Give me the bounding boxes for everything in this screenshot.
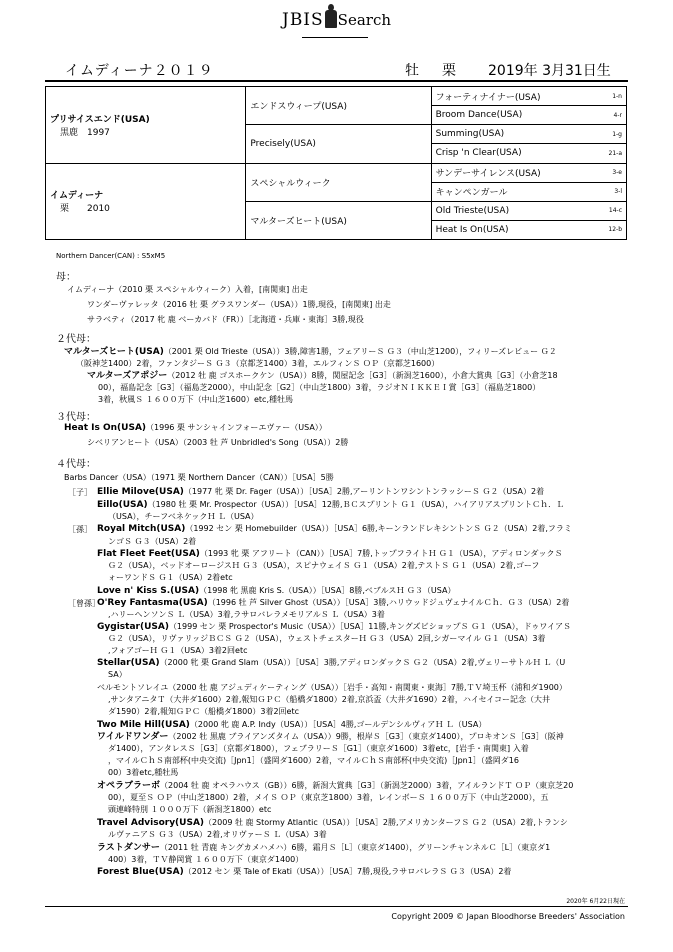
produce-record-line (64, 472, 334, 483)
record-text: ベルモントソレイユ（2000 牡 鹿 アジュディケーティング（USA））［岩手・高知・南関東・東海］7勝,ＴＶ埼玉杯（浦和ダ1900） (97, 683, 567, 692)
produce-record-line (108, 536, 196, 547)
footer-divider (45, 906, 628, 907)
horse-sex: 牡 (405, 63, 419, 79)
produce-record-line (97, 548, 562, 560)
produce-record-line (87, 437, 348, 448)
record-text: Barbs Dancer（USA）（1971 栗 Northern Dancer（CAN））［USA］5勝 (64, 473, 334, 482)
sd-dam-cell[interactable]: Crisp 'n Clear(USA) (431, 144, 602, 163)
produce-record-line (108, 854, 303, 865)
jbis-search-logo[interactable] (0, 10, 673, 30)
logo-jbis-text: JBIS (282, 10, 324, 30)
horse-name-link[interactable]: Gygistar(USA) (97, 622, 169, 632)
record-text: （2000 牝 鹿 A.P. Indy（USA））［USA］4勝,ゴールデンシルヴィアＨ Ｌ（USA） (189, 720, 487, 729)
horse-name-link[interactable]: マルターズアポジー (87, 371, 168, 381)
ss-dam-cell[interactable]: Broom Dance(USA) (431, 106, 602, 125)
produce-record-line (97, 719, 486, 731)
produce-record-line (108, 743, 529, 754)
produce-record-line (108, 804, 271, 815)
logo-underline (302, 37, 368, 38)
record-text: （2009 牡 鹿 Stormy Atlantic（USA））［USA］2勝,アメリカンターフＳ Ｇ２（USA）2着,トランシ (204, 818, 568, 827)
record-text: ルヴァニアＳ Ｇ３（USA）2着,オリヴァーＳ Ｌ（USA）3着 (108, 830, 327, 839)
section-dam: 母： (56, 272, 76, 283)
pedigree-table (45, 86, 627, 240)
record-text: （1996 牡 芦 Silver Ghost（USA））［USA］3勝,ハリウッドジュヴェナイルＣｈ．Ｇ３（USA）2着 (207, 598, 570, 607)
sd-dam-family: 21-a (602, 144, 627, 163)
record-text: （1977 牝 栗 Dr. Fager（USA））［USA］2勝,アーリントンワシントンラッシーＳ Ｇ２（USA）2着 (183, 487, 545, 496)
record-text: シベリアンヒート（USA）（2003 牡 芦 Unbridled's Song（USA））2勝 (87, 438, 349, 447)
produce-record-line (97, 780, 573, 792)
record-text: Ｇ２（USA），ベッドオーロージスＨ Ｇ３（USA），スピナウェイＳ Ｇ１（USA）2着,テストＳ Ｇ１（USA）2着,ゴーフ (108, 561, 540, 570)
horse-header (45, 56, 628, 82)
horse-name-link[interactable]: オペラブラーボ (97, 781, 161, 791)
horse-name-link[interactable]: ラストダンサー (97, 843, 160, 853)
ds-dam-cell[interactable]: キャンペンガール (431, 182, 602, 201)
produce-record-line (76, 358, 439, 369)
record-text: （1980 牡 栗 Mr. Prospector（USA））［USA］12勝,ＢＣスプリント Ｇ１（USA），ハイアリアスプリントＣｈ．Ｌ (147, 500, 565, 509)
record-text: （USA），チーフベネケックＨ Ｌ（USA） (108, 512, 259, 521)
produce-record-line (108, 511, 259, 522)
ss-sire-cell[interactable]: フォーティナイナー(USA) (431, 87, 602, 106)
horse-name-link[interactable]: Royal Mitch(USA) (97, 524, 186, 534)
horse-icon (325, 10, 337, 28)
sire-sire-cell[interactable]: エンドスウィープ(USA) (246, 87, 431, 125)
record-text: （1998 牝 黒鹿 Kris S.（USA））［USA］8勝,ベブルスＨ Ｇ３（USA） (199, 586, 456, 595)
horse-birthdate: 2019年 3月31日生 (488, 63, 611, 79)
produce-record-line (97, 866, 511, 878)
produce-record-line (87, 314, 364, 325)
ds-dam-family: 3-l (602, 182, 627, 201)
produce-record-line (97, 657, 565, 669)
produce-record-line (97, 682, 567, 693)
section-2nd-dam: ２代母： (56, 334, 96, 345)
produce-record-line (108, 633, 545, 644)
produce-record-line (108, 560, 539, 571)
produce-record-line (97, 499, 564, 511)
dam-sire-cell[interactable]: スペシャルウィーク (246, 163, 431, 201)
record-text: 3着，秋風Ｓ １６００万下（中山芝1600）etc,種牡馬 (98, 395, 293, 404)
section-3rd-dam: ３代母： (56, 412, 96, 423)
sire-detail: 黒鹿 1997 (60, 127, 110, 138)
record-text: （阪神芝1400）2着，ファンタジーＳ Ｇ３（京都芝1400）3着，エルフィンＳ ＯＰ（京都芝1600） (76, 359, 440, 368)
horse-name-link[interactable]: Forest Blue(USA) (97, 867, 184, 877)
inbreeding-note: Northern Dancer(CAN) : S5xM5 (56, 252, 166, 260)
horse-name-link[interactable]: Stellar(USA) (97, 658, 160, 668)
record-text: 頭連峰特別 １０００万下（新潟芝1800）etc (108, 805, 272, 814)
produce-record-line (108, 572, 233, 583)
tag-child: ［子］ (68, 488, 92, 497)
produce-record-line (108, 829, 327, 840)
record-text: ォーワンドＳ Ｇ１（USA）2着etc (108, 573, 233, 582)
horse-name-link[interactable]: Two Mile Hill(USA) (97, 720, 190, 730)
record-text: ンゴＳ Ｇ３（USA）2着 (108, 537, 197, 546)
record-text: （2001 栗 Old Trieste（USA））3勝,障害1勝，フェアリーＳ Ｇ３（中山芝1200），フィリーズレビュー Ｇ２ (163, 347, 557, 356)
horse-name-link[interactable]: Love n' Kiss S.(USA) (97, 586, 200, 596)
produce-record-line (108, 706, 299, 717)
record-text: （2004 牡 鹿 オペラハウス（GB））6勝，新潟大賞典［G3］（新潟芝2000）3着，アイルランドＴ ＯＰ（東京芝20 (160, 781, 574, 790)
record-text: 00），福島記念［G3］（福島芝2000），中山記念［G2］（中山芝1800）3着，ラジオＮＩＫＫＥＩ賞［G3］（福島芝1800） (98, 383, 541, 392)
record-text: （1996 栗 サンシャインフォーエヴァー（USA）） (146, 423, 327, 432)
produce-record-line (108, 755, 519, 766)
record-text: ,フォアゴーＨ Ｇ１（USA）3着2回etc (108, 646, 248, 655)
ds-sire-family: 3-e (602, 163, 627, 182)
record-text: （2000 牝 栗 Grand Slam（USA））［USA］3勝,アディロンダックＳ Ｇ２（USA）2着,ヴェリーサトルＨ Ｌ（U (159, 658, 566, 667)
produce-record-line (87, 299, 391, 310)
horse-name-link[interactable]: Heat Is On(USA) (64, 423, 147, 433)
horse-color: 栗 (442, 63, 456, 79)
dd-dam-family: 12-b (602, 220, 627, 239)
dam-dam-cell[interactable]: マルターズヒート(USA) (246, 201, 431, 239)
record-text: ,サンタアニタＴ（大井ダ1600）2着,報知ＧＰＣ（船橋ダ1800）2着,京浜盃（大井ダ1690）2着，ハイセイコー記念（大井 (108, 695, 551, 704)
horse-name-link[interactable]: ワイルドワンダー (97, 732, 169, 742)
sd-sire-family: 1-g (602, 125, 627, 144)
record-text: （2012 牡 鹿 ゴスホークケン（USA））8勝，関屋記念［G3］（新潟芝1600），小倉大賞典［G3］（小倉芝18 (167, 371, 558, 380)
record-text: （1999 セン 栗 Prospector's Music（USA））［USA］11勝,キングズビショップＳ Ｇ１（USA），ドゥワイアＳ (168, 622, 571, 631)
tag-grandchild: ［孫］ (68, 525, 92, 534)
produce-record-line (108, 645, 247, 656)
record-text: サラベティ（2017 牝 鹿 ベーカバド（FR））［北海道・兵庫・東海］3勝,現役 (87, 315, 364, 324)
record-text: Ｇ２（USA），リヴァリッジＢＣＳ Ｇ２（USA），ウェストチェスターＨ Ｇ３（USA）2回,シガーマイル Ｇ１（USA）3着 (108, 634, 546, 643)
horse-name-link[interactable]: Travel Advisory(USA) (97, 818, 205, 828)
produce-record-line (67, 284, 308, 295)
horse-name-link[interactable]: Ellie Milove(USA) (97, 487, 184, 497)
dam-detail: 栗 2010 (60, 204, 110, 215)
produce-record-line (108, 792, 549, 803)
record-text: （2011 牡 青鹿 キングカメハメハ）6勝，霜月Ｓ［L］（東京ダ1400），グリーンチャンネルＣ［L］（東京ダ1 (159, 843, 551, 852)
sire-name: プリサイスエンド(USA) (50, 114, 150, 125)
produce-record-line (97, 523, 572, 535)
record-text: 00）3着etc,種牡馬 (108, 768, 179, 777)
produce-record-line (98, 394, 293, 405)
record-text: （1992 セン 栗 Homebuilder（USA））［USA］6勝,キーンランドレキシントンＳ Ｇ２（USA）2着,フラミ (185, 524, 572, 533)
record-text: イムディーナ（2010 栗 スペシャルウィーク）入着，[南関東] 出走 (67, 285, 308, 294)
ds-sire-cell[interactable]: サンデーサイレンス(USA) (431, 163, 602, 182)
produce-record-line (64, 346, 557, 358)
horse-name-link[interactable]: O'Rey Fantasma(USA) (97, 598, 208, 608)
produce-record-line (64, 422, 327, 434)
as-of-date: 2020年 6月22日現在 (566, 898, 625, 905)
dam-name: イムディーナ (50, 191, 104, 202)
dd-sire-cell[interactable]: Old Trieste(USA) (431, 201, 602, 220)
record-text: ダ1400），アンタレスＳ［G3］（京都ダ1800），フェブラリーＳ［G1］（東京ダ1600）3着etc，[岩手・南関東] 入着 (108, 744, 529, 753)
record-text: （1993 牝 栗 アフリート（CAN））［USA］7勝,トップフライトＨ Ｇ１（USA），アディロンダックＳ (199, 549, 563, 558)
copyright-text: Copyright 2009 © Japan Bloodhorse Breeders' Association (391, 912, 625, 921)
record-text: ダ1590）2着,報知ＧＰＣ（船橋ダ1800）3着2回etc (108, 707, 299, 716)
logo-search-text: Search (337, 11, 391, 29)
horse-name: イムディーナ２０１９ (65, 63, 214, 79)
record-text: 00），夏至Ｓ ＯＰ（中山芝1800）2着，メイＳ ＯＰ（東京芝1800）3着，レインボーＳ １６００万下（中山芝2000），五 (108, 793, 549, 802)
dd-sire-family: 14-c (602, 201, 627, 220)
record-text: ，マイルＣｈＳ南部杯(中央交流)［Jpn1］（盛岡ダ1600）2着，マイルＣｈＳ南部杯(中央交流)［Jpn1］（盛岡ダ16 (108, 756, 519, 765)
dam-cell[interactable] (46, 163, 246, 240)
tag-great-grandchild: ［曾孫］ (68, 599, 100, 608)
horse-name-link[interactable]: マルターズヒート(USA) (64, 347, 164, 357)
produce-record-line (98, 382, 540, 393)
produce-record-line (108, 767, 178, 778)
produce-record-line (97, 731, 564, 743)
produce-record-line (108, 609, 385, 620)
sire-dam-cell[interactable]: Precisely(USA) (246, 125, 431, 163)
record-text: SA） (108, 670, 127, 679)
produce-record-line (97, 597, 569, 609)
record-text: （2012 セン 栗 Tale of Ekati（USA））［USA］7勝,現役,ラサロバレラＳ Ｇ３（USA）2着 (183, 867, 512, 876)
produce-record-line (97, 621, 571, 633)
produce-record-line (87, 370, 558, 382)
produce-record-line (97, 486, 544, 498)
produce-record-line (108, 694, 550, 705)
ss-sire-family: 1-n (602, 87, 627, 106)
produce-record-line (97, 842, 550, 854)
sire-cell[interactable] (46, 87, 246, 164)
record-text: ,ハリーヘンソンＳ Ｌ（USA）3着,ラサロバレラメモリアルＳ Ｌ（USA）3着 (108, 610, 385, 619)
dd-dam-cell[interactable]: Heat Is On(USA) (431, 220, 602, 239)
record-text: 400）3着，ＴＶ静岡賞 １６００万下（東京ダ1400） (108, 855, 304, 864)
horse-name-link[interactable]: Flat Fleet Feet(USA) (97, 549, 200, 559)
produce-record-line (108, 669, 127, 680)
ss-dam-family: 4-r (602, 106, 627, 125)
horse-name-link[interactable]: Eillo(USA) (97, 500, 148, 510)
record-text: ワンダーヴァレッタ（2016 牡 栗 グラスワンダー（USA））1勝,現役，[南関東] 出走 (87, 300, 391, 309)
produce-record-line (97, 585, 455, 597)
section-4th-dam: ４代母： (56, 459, 96, 470)
sd-sire-cell[interactable]: Summing(USA) (431, 125, 602, 144)
record-text: （2002 牡 黒鹿 ブライアンズタイム（USA））9勝，根岸Ｓ［G3］（東京ダ1400），プロキオンＳ［G3］（阪神 (168, 732, 564, 741)
produce-record-line (97, 817, 568, 829)
